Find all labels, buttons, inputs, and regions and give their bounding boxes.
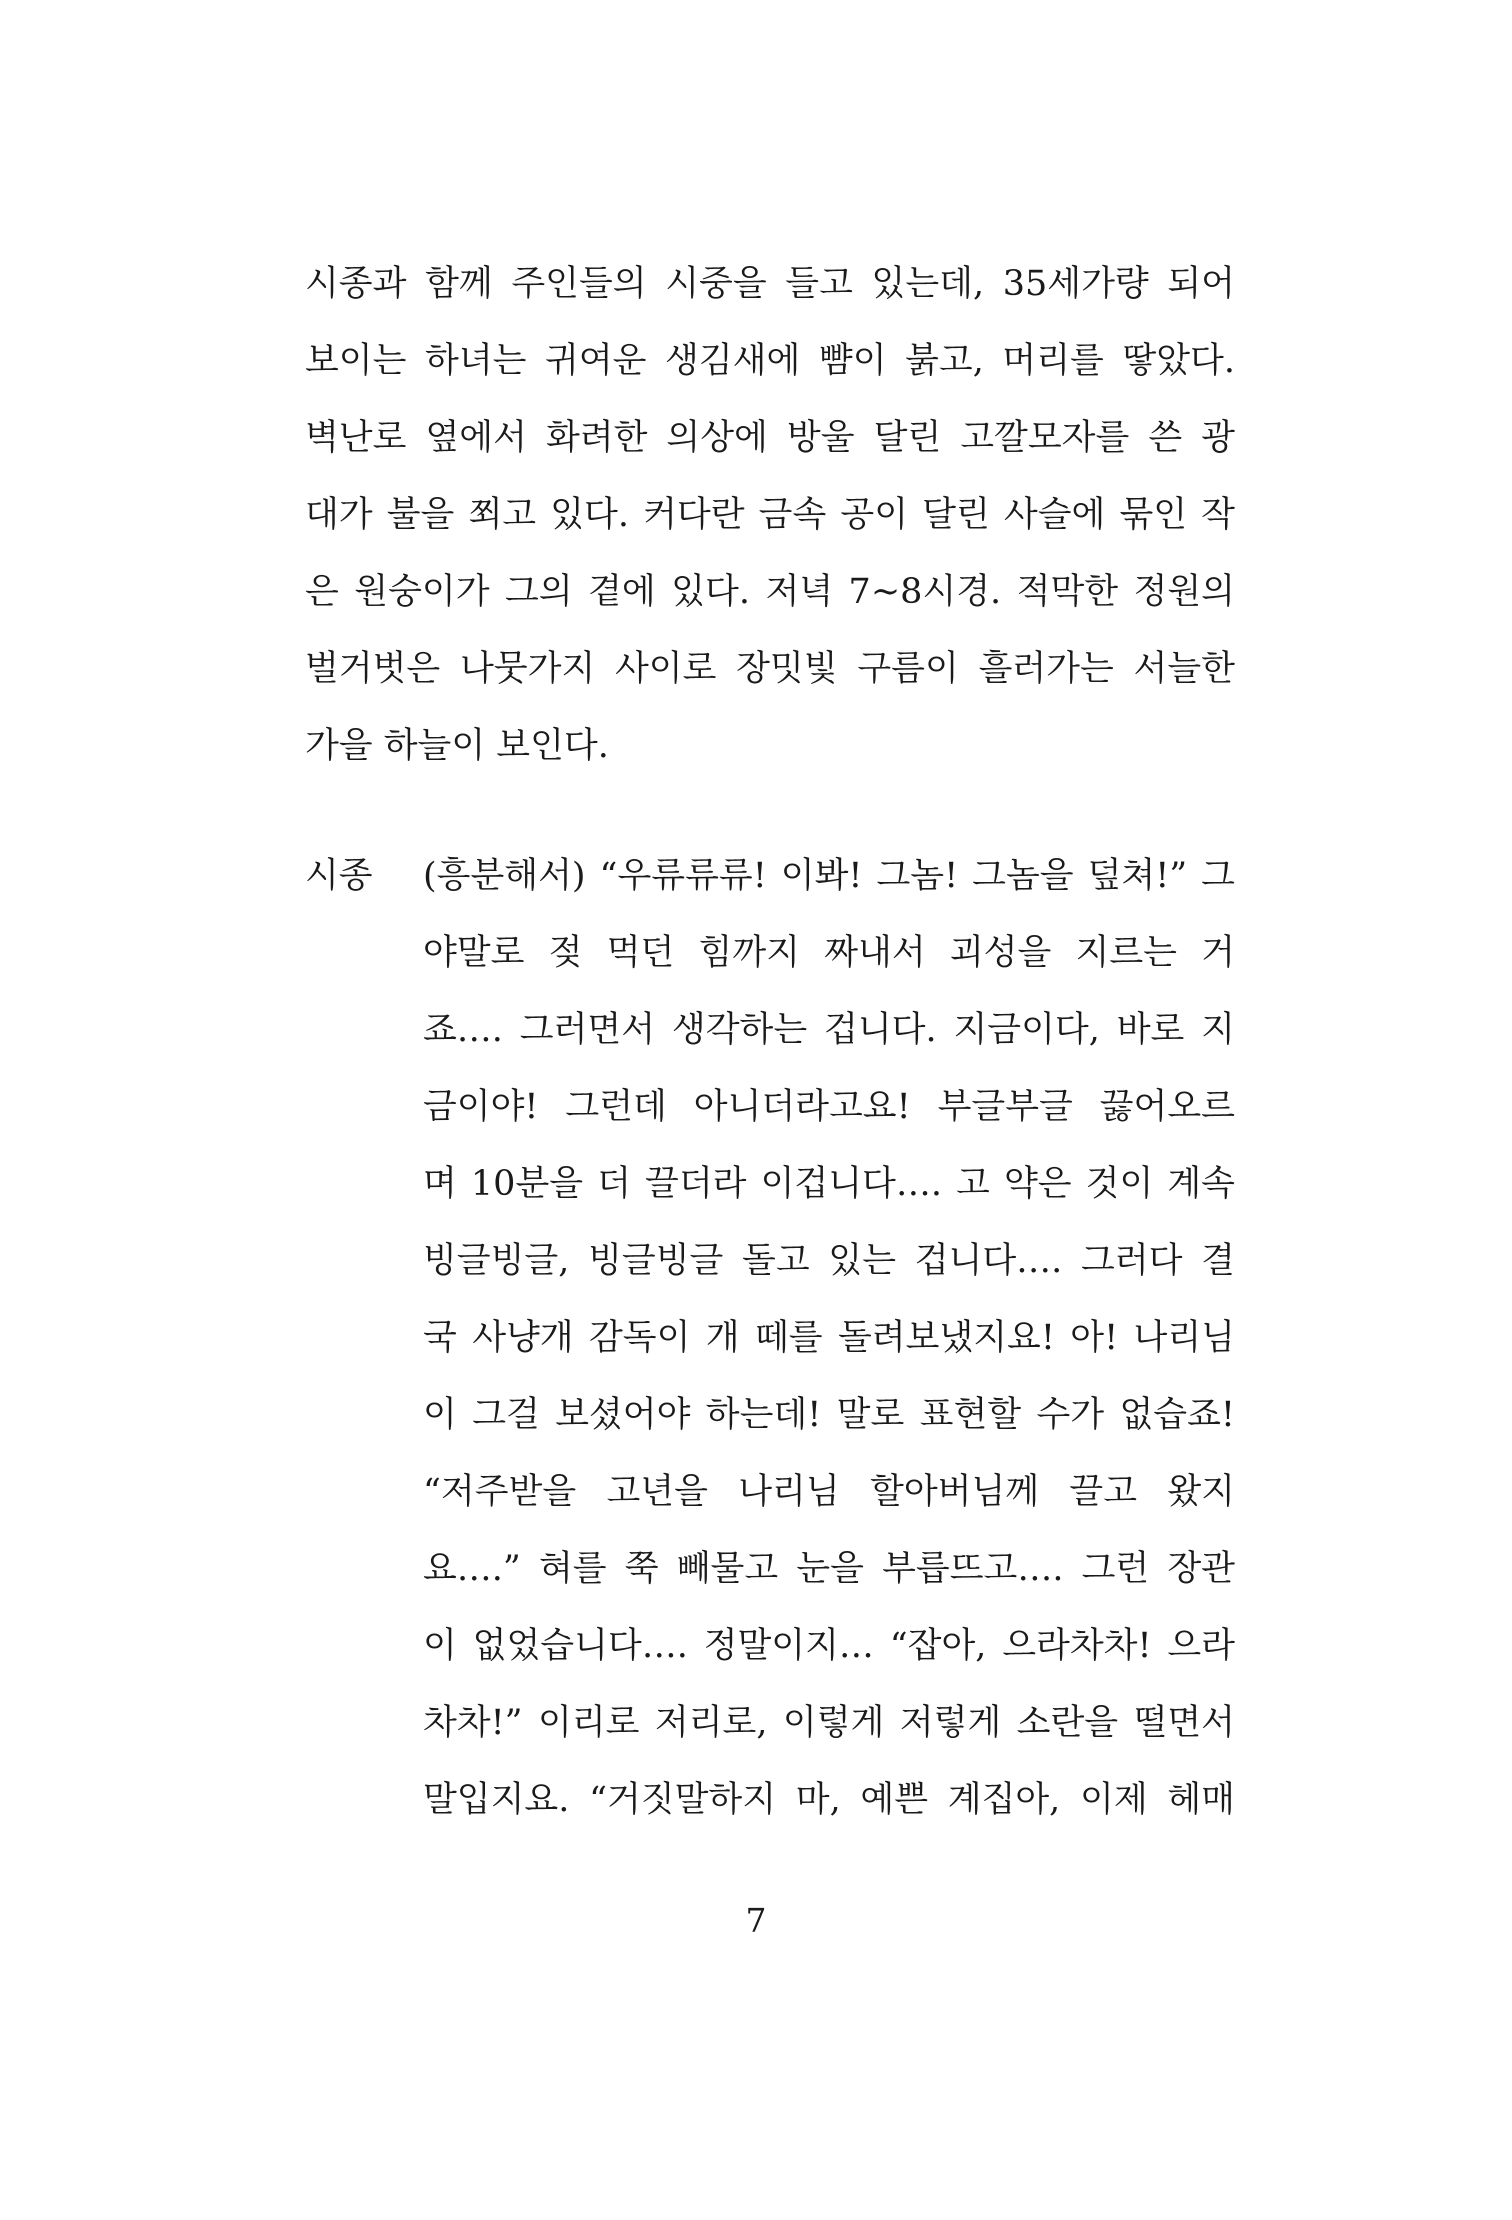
stage-direction-line: 은 원숭이가 그의 곁에 있다. 저녁 7~8시경. 적막한 정원의	[305, 572, 1235, 612]
dialogue-line: 야말로 젖 먹던 힘까지 짜내서 괴성을 지르는 거	[423, 933, 1235, 973]
dialogue-speech	[423, 838, 1235, 1839]
dialogue-line: 빙글빙글, 빙글빙글 돌고 있는 겁니다…. 그러다 결	[423, 1241, 1235, 1281]
dialogue-line: 이 없었습니다…. 정말이지… “잡아, 으라차차! 으라	[423, 1626, 1235, 1666]
dialogue-line: 말입지요. “거짓말하지 마, 예쁜 계집아, 이제 헤매	[423, 1780, 1235, 1820]
stage-direction-line: 벌거벗은 나뭇가지 사이로 장밋빛 구름이 흘러가는 서늘한	[305, 649, 1235, 689]
stage-direction-line: 보이는 하녀는 귀여운 생김새에 뺨이 붉고, 머리를 땋았다.	[305, 341, 1235, 381]
page-number: 7	[745, 1901, 767, 1940]
dialogue-line: 며 10분을 더 끌더라 이겁니다…. 고 약은 것이 계속	[423, 1164, 1235, 1204]
dialogue-line: 차차!” 이리로 저리로, 이렇게 저렇게 소란을 떨면서	[423, 1703, 1235, 1743]
dialogue-line: (흥분해서) “우류류류! 이봐! 그놈! 그놈을 덮쳐!” 그	[423, 856, 1235, 896]
speaker-name: 시종	[305, 856, 373, 896]
dialogue-line: 죠…. 그러면서 생각하는 겁니다. 지금이다, 바로 지	[423, 1010, 1235, 1050]
dialogue-line: 이 그걸 보셨어야 하는데! 말로 표현할 수가 없습죠!	[423, 1395, 1235, 1435]
dialogue-line: 금이야! 그런데 아니더라고요! 부글부글 끓어오르	[423, 1087, 1235, 1127]
stage-direction-line: 벽난로 옆에서 화려한 의상에 방울 달린 고깔모자를 쓴 광	[305, 418, 1235, 458]
dialogue-line: 국 사냥개 감독이 개 떼를 돌려보냈지요! 아! 나리님	[423, 1318, 1235, 1358]
stage-direction-line: 대가 불을 쬐고 있다. 커다란 금속 공이 달린 사슬에 묶인 작	[305, 495, 1235, 535]
stage-direction-line: 시종과 함께 주인들의 시중을 들고 있는데, 35세가량 되어	[305, 264, 1235, 304]
dialogue-line: 요….” 혀를 쭉 빼물고 눈을 부릅뜨고…. 그런 장관	[423, 1549, 1235, 1589]
stage-direction-line: 가을 하늘이 보인다.	[305, 726, 609, 766]
stage-direction-paragraph	[305, 246, 1235, 785]
dialogue-line: “저주받을 고년을 나리님 할아버님께 끌고 왔지	[423, 1472, 1235, 1512]
